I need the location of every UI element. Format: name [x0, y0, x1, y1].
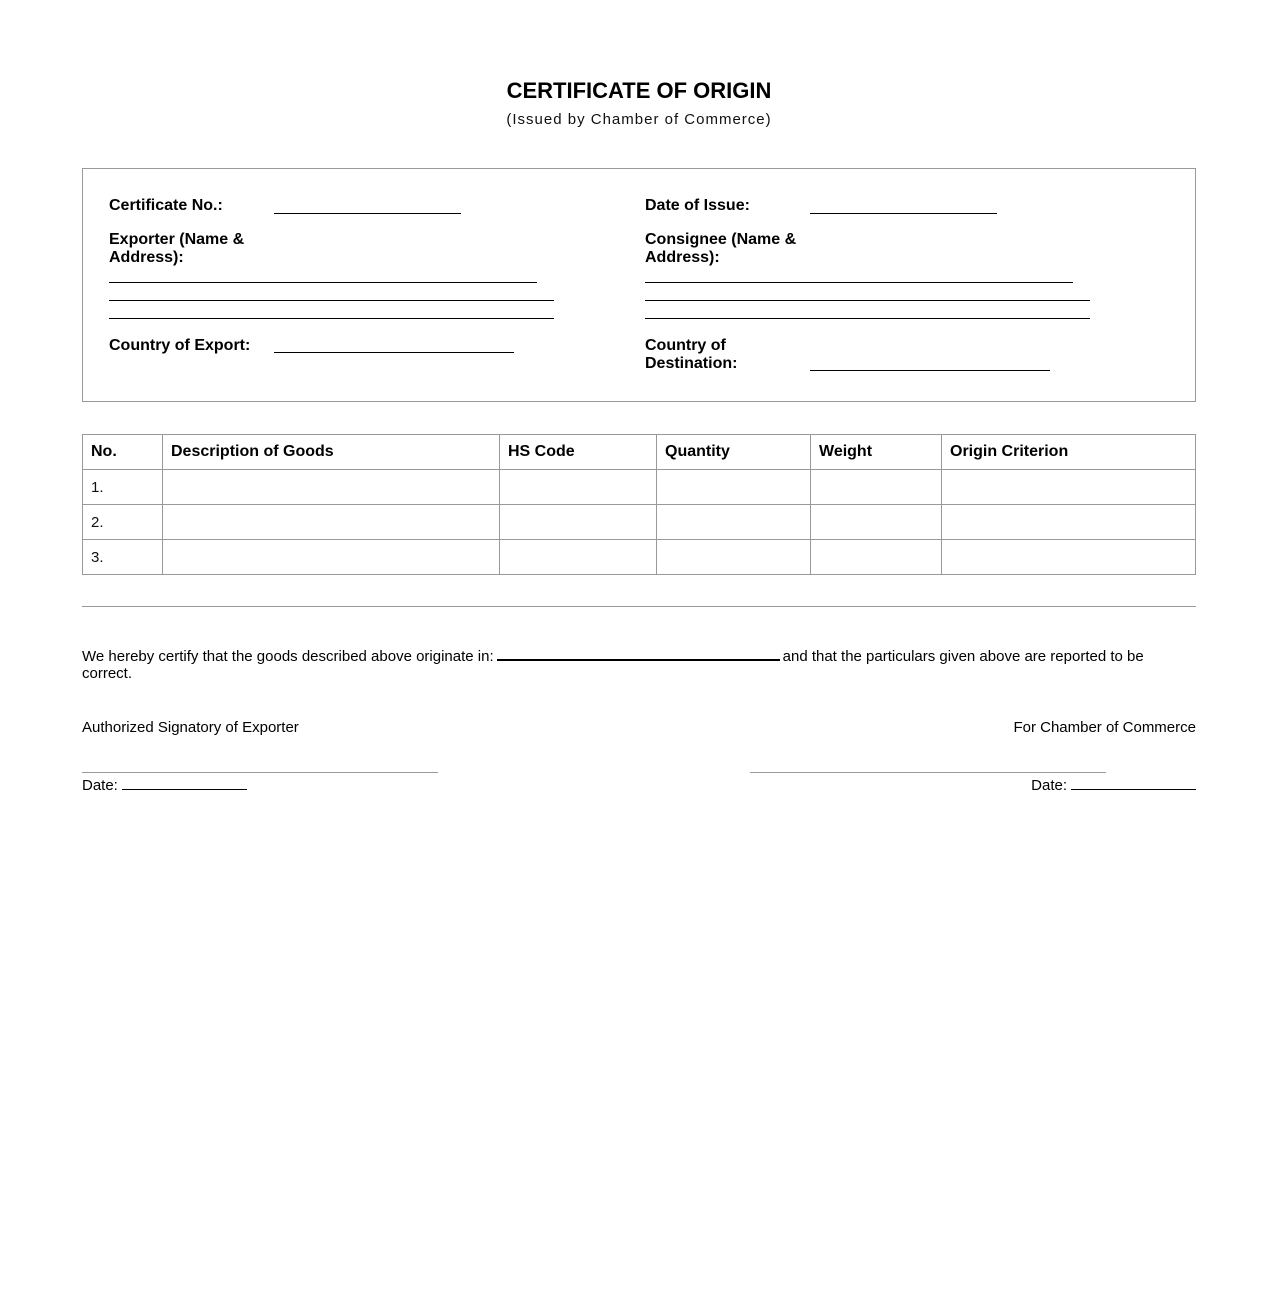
hs-code-cell[interactable]	[500, 540, 657, 575]
quantity-cell[interactable]	[657, 540, 811, 575]
document-title: CERTIFICATE OF ORIGIN	[506, 78, 772, 103]
country-export-field[interactable]	[274, 352, 514, 353]
origin-criterion-cell[interactable]	[942, 470, 1196, 505]
hs-code-cell[interactable]	[500, 505, 657, 540]
exporter-label-line2: Address):	[109, 249, 184, 266]
quantity-cell[interactable]	[657, 470, 811, 505]
certification-text-before: We hereby certify that the goods described above originate in:	[82, 648, 494, 665]
row-number: 3.	[83, 540, 163, 575]
country-export-label: Country of Export:	[109, 337, 251, 354]
exporter-label	[109, 231, 244, 267]
consignee-address-line-1[interactable]	[645, 282, 1073, 283]
table-row	[83, 470, 1196, 505]
consignee-label-line2: Address):	[645, 249, 720, 266]
section-divider	[82, 606, 1196, 607]
origin-criterion-cell[interactable]	[942, 505, 1196, 540]
exporter-signature-line[interactable]	[82, 772, 438, 773]
table-row	[83, 505, 1196, 540]
date-of-issue-field[interactable]	[810, 213, 997, 214]
exporter-date-field[interactable]	[122, 775, 247, 790]
column-header-description: Description of Goods	[163, 435, 500, 470]
certification-statement	[82, 645, 1196, 682]
column-header-hs-code: HS Code	[500, 435, 657, 470]
column-header-origin-criterion: Origin Criterion	[942, 435, 1196, 470]
exporter-label-line1: Exporter (Name &	[109, 231, 245, 248]
column-header-no: No.	[83, 435, 163, 470]
row-number: 2.	[83, 505, 163, 540]
exporter-address-line-1[interactable]	[109, 282, 537, 283]
country-destination-label-line2: Destination:	[645, 355, 738, 372]
origin-criterion-cell[interactable]	[942, 540, 1196, 575]
origin-country-field[interactable]	[497, 645, 780, 661]
country-destination-label-line1: Country of	[645, 337, 726, 354]
date-of-issue-label: Date of Issue:	[645, 197, 750, 214]
chamber-signatory-label: For Chamber of Commerce	[1013, 719, 1196, 736]
certificate-info-box	[82, 168, 1196, 402]
weight-cell[interactable]	[811, 505, 942, 540]
goods-table-header	[83, 435, 1196, 470]
country-destination-field[interactable]	[810, 370, 1050, 371]
exporter-address-line-2[interactable]	[109, 300, 554, 301]
weight-cell[interactable]	[811, 470, 942, 505]
exporter-address-line-3[interactable]	[109, 318, 554, 319]
certificate-no-label: Certificate No.:	[109, 197, 223, 214]
country-destination-label	[645, 337, 737, 373]
chamber-date-label: Date:	[1031, 777, 1067, 794]
chamber-signature-line[interactable]	[750, 772, 1106, 773]
description-cell[interactable]	[163, 470, 500, 505]
exporter-signatory-label: Authorized Signatory of Exporter	[82, 719, 299, 736]
consignee-label	[645, 231, 796, 267]
column-header-quantity: Quantity	[657, 435, 811, 470]
consignee-address-line-3[interactable]	[645, 318, 1090, 319]
exporter-date-label: Date:	[82, 777, 118, 794]
certification-text-after: and that the particulars given above are reported to be correct.	[82, 648, 1144, 682]
certificate-no-field[interactable]	[274, 213, 461, 214]
column-header-weight: Weight	[811, 435, 942, 470]
description-cell[interactable]	[163, 505, 500, 540]
exporter-date	[82, 775, 247, 794]
document-subtitle: (Issued by Chamber of Commerce)	[506, 111, 772, 128]
goods-table	[82, 434, 1196, 575]
row-number: 1.	[83, 470, 163, 505]
quantity-cell[interactable]	[657, 505, 811, 540]
chamber-date	[1031, 775, 1196, 794]
table-row	[83, 540, 1196, 575]
chamber-date-field[interactable]	[1071, 775, 1196, 790]
hs-code-cell[interactable]	[500, 470, 657, 505]
weight-cell[interactable]	[811, 540, 942, 575]
consignee-label-line1: Consignee (Name &	[645, 231, 797, 248]
consignee-address-line-2[interactable]	[645, 300, 1090, 301]
description-cell[interactable]	[163, 540, 500, 575]
